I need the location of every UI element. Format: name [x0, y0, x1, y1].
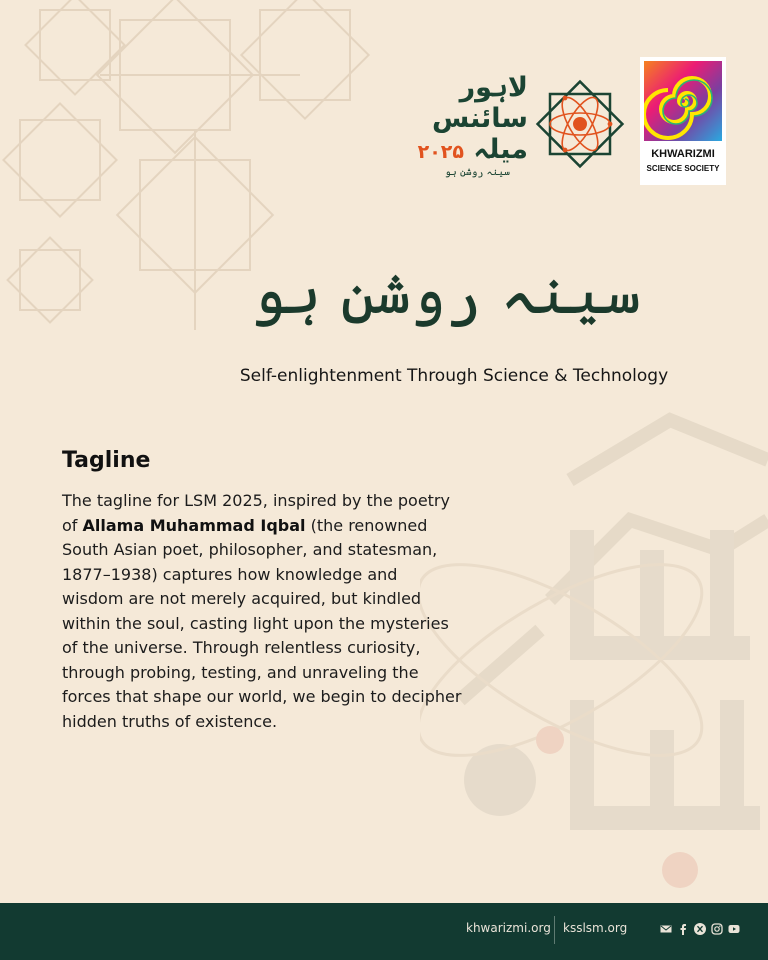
paragraph-intro: The tagline for LSM 2025, inspired by the poetry of [62, 491, 450, 535]
atom-star-emblem-icon [530, 74, 630, 174]
instagram-icon[interactable] [711, 923, 723, 935]
tagline-paragraph [62, 489, 462, 734]
lsm-word-lahore: لاہور [459, 72, 528, 103]
lsm-word-mela-text: میلہ [473, 134, 528, 165]
background-pattern-bottom-right [420, 400, 768, 910]
hero-subtitle: Self-enlightenment Through Science & Technology [239, 366, 669, 386]
footer-divider [554, 916, 555, 944]
kss-name: KHWARIZMI [651, 148, 715, 160]
paragraph-body: (the renowned South Asian poet, philosopher, and statesman, 1877–1938) captures how knowledge and wisdom are not merely acquired, but kindled within the soul, casting light upon the mysteries of the universe. Through relentless curiosity, through probing, testing, and unraveling the forces that shape our world, we begin to decipher hidden truths of existence. [62, 515, 462, 731]
ksslsm-link[interactable]: ksslsm.org [563, 921, 628, 935]
youtube-icon[interactable] [728, 923, 740, 935]
lsm-wordmark [408, 72, 528, 178]
lsm-small-tagline: سینہ روشن ہو [445, 167, 510, 178]
kss-subtitle: SCIENCE SOCIETY [646, 164, 720, 173]
tagline-section [62, 448, 462, 734]
poet-name: Allama Muhammad Iqbal [82, 515, 306, 535]
lahore-science-mela-logo [408, 72, 634, 192]
khwarizmi-link[interactable]: khwarizmi.org [466, 921, 551, 935]
footer-bar [0, 903, 768, 960]
x-icon[interactable] [694, 923, 706, 935]
rainbow-swirl-icon [644, 61, 722, 141]
social-icons [660, 920, 740, 938]
khwarizmi-science-society-logo [640, 57, 726, 185]
hero-urdu-title: سینہ روشن ہو [251, 258, 641, 328]
lsm-year: ۲۰۲۵ [417, 141, 464, 163]
mail-icon[interactable] [660, 923, 672, 935]
lsm-word-science: سائنس [431, 103, 528, 134]
lsm-word-mela [408, 134, 528, 165]
section-heading: Tagline [62, 448, 151, 473]
facebook-icon[interactable] [677, 923, 689, 935]
